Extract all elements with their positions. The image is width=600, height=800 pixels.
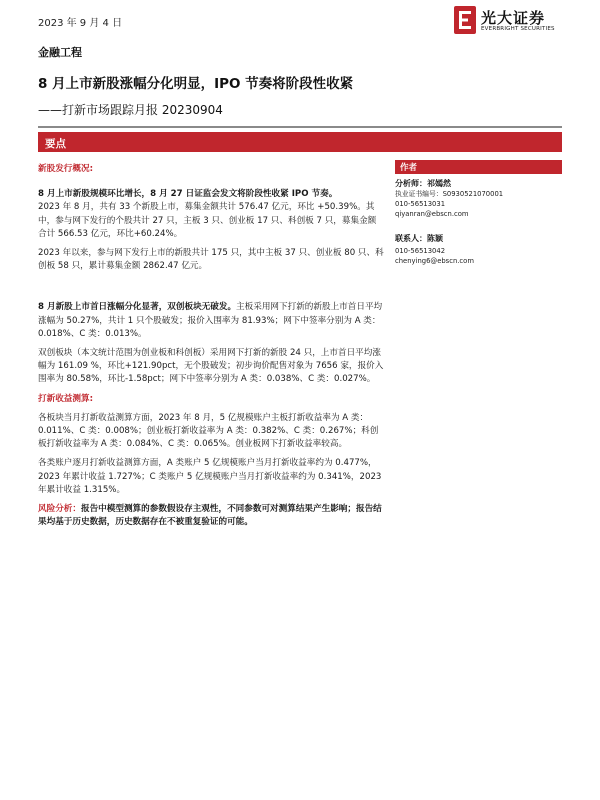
analyst-phone: 010-56513031 (395, 200, 446, 208)
main-content (38, 163, 384, 529)
issuance-paragraph-2: 2023 年以来，参与网下发行上市的新股共计 175 只，其中主板 37 只、创业板 80 只、科创板 58 只，累计募集金额 2862.47 亿元。 (38, 248, 384, 272)
returns-paragraph-1: 各板块当月打新收益测算方面，2023 年 8 月，5 亿规模账户主板打新收益率为 A 类：0.011%、C 类：0.008%；创业板打新收益率为 A 类：0.382%、C 类：0.267%；科创板打新收益率为 A 类：0.084%、C 类：0.065%。创业板网下打新收益率较高。 (38, 412, 379, 450)
analyst-license: 执业证书编号：S0930521070001 (395, 190, 504, 198)
authors-label: 作者 (400, 163, 418, 173)
analyst-email[interactable]: qiyanran@ebscn.com (395, 210, 469, 218)
report-subtitle: ——打新市场跟踪月报 20230904 (38, 103, 223, 117)
issuance-paragraph-1: 2023 年 8 月，共有 33 个新股上市，募集金额共计 576.47 亿元，环比 +50.39%。其中，参与网下发行的个股共计 27 只，主板 3 只、创业板 17 只、科创板 7 只，募集金额合计 566.53 亿元，环比+60.24%。 (38, 202, 377, 239)
logo-text-en: EVERBRIGHT SECURITIES (481, 26, 555, 32)
header-divider (38, 126, 562, 128)
company-logo (454, 6, 584, 36)
performance-lead: 8 月新股上市首日涨幅分化显著，双创板块无破发。 (38, 302, 237, 313)
report-category: 金融工程 (38, 46, 82, 59)
contact-block (395, 233, 562, 266)
analyst-name: 分析师：祁嫣然 (395, 179, 451, 188)
performance-paragraph-lead (38, 301, 384, 341)
contact-phone: 010-56513042 (395, 247, 446, 255)
key-points-label: 要点 (45, 138, 66, 150)
issuance-heading: 新股发行概况: (38, 164, 93, 174)
everbright-logo-icon (454, 6, 476, 34)
report-title: 8 月上市新股涨幅分化明显，IPO 节奏将阶段性收紧 (38, 76, 354, 92)
authors-bar (395, 160, 562, 174)
risk-text: 报告中模型测算的参数假设存主观性，不同参数可对测算结果产生影响；报告结果均基于历史数据，历史数据存在不被重复验证的可能。 (38, 504, 382, 528)
report-date: 2023 年 9 月 4 日 (38, 18, 123, 29)
contact-email[interactable]: chenying6@ebscn.com (395, 257, 474, 265)
returns-heading: 打新收益测算: (38, 393, 93, 404)
issuance-lead: 8 月上市新股规模环比增长，8 月 27 日证监会发文将阶段性收紧 IPO 节奏。 (38, 189, 338, 200)
contact-name: 联系人：陈颖 (395, 234, 443, 243)
logo-text-cn: 光大证券 (481, 9, 546, 27)
analyst-block (395, 178, 562, 219)
risk-paragraph (38, 503, 384, 529)
performance-paragraph-1: 双创板块（本文统计范围为创业板和科创板）采用网下打新的新股 24 只，上市首日平均涨幅为 161.09 %，环比+121.90pct，无个股破发；初步询价配售对象为 7656 家，报价入围率为 80.58%，环比-1.58pct；网下中签率分别为 A 类：0.038%、C 类：0.027%。 (38, 348, 384, 385)
performance-lead-rest: 主板采用网下打新的新股上市首日平均涨幅为 50.27%，共计 1 只个股破发；报价入围率为 81.93%；网下中签率分别为 A 类：0.018%、C 类：0.013%。 (38, 302, 383, 339)
returns-paragraph-2: 各类账户逐月打新收益测算方面，A 类账户 5 亿规模账户当月打新收益率约为 0.477%，2023 年累计收益 1.727%；C 类账户 5 亿规模账户当月打新收益率约为 0.341%，2023 年累计收益 1.315%。 (38, 458, 382, 495)
risk-heading: 风险分析： (38, 504, 81, 515)
key-points-bar (38, 132, 562, 152)
